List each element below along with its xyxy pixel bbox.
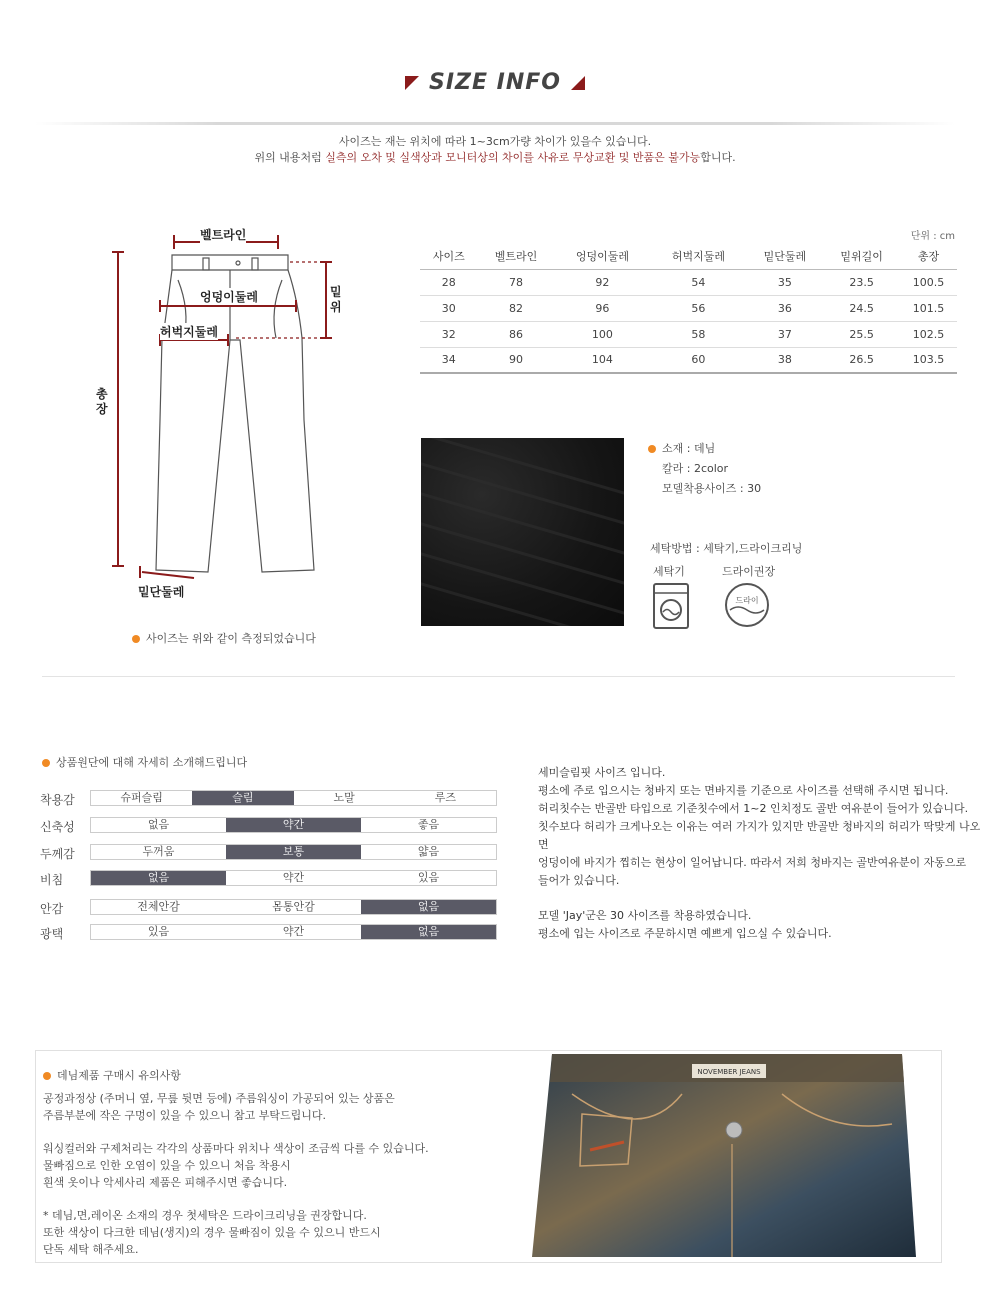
table-cell: 104 (554, 347, 650, 373)
table-header-row (420, 243, 957, 269)
attr-bar (90, 844, 497, 860)
table-cell: 78 (478, 269, 555, 295)
bullet-icon (648, 445, 656, 453)
table-header: 밑단둘레 (746, 243, 823, 269)
fabric-detail-title: 상품원단에 대해 자세히 소개해드립니다 (42, 754, 247, 770)
wash-method: 세탁방법 : 세탁기,드라이크리닝 (650, 542, 803, 555)
attr-option-selected: 없음 (361, 925, 496, 939)
table-header: 허벅지둘레 (650, 243, 746, 269)
attr-option-selected: 약간 (226, 818, 361, 832)
table-cell: 30 (420, 295, 478, 321)
attr-row-gloss (40, 924, 500, 940)
jeans-photo (532, 1054, 916, 1257)
table-cell: 26.5 (823, 347, 900, 373)
table-header: 벨트라인 (478, 243, 555, 269)
table-header: 밑위길이 (823, 243, 900, 269)
fabric-color: 칼라 : 2color (662, 462, 729, 475)
attr-row-thickness (40, 844, 500, 860)
pants-outline-icon (90, 220, 380, 630)
washing-machine-icon (652, 582, 690, 630)
attr-row-sheer (40, 870, 500, 886)
attr-option-selected: 없음 (361, 900, 496, 914)
table-header: 총장 (900, 243, 957, 269)
pants-diagram (90, 220, 380, 630)
label-hip: 엉덩이둘레 (200, 290, 258, 304)
attr-option: 있음 (147, 925, 170, 938)
triangle-left-icon (405, 76, 419, 90)
table-row (420, 269, 957, 295)
label-hem: 밑단둘레 (138, 585, 185, 599)
dry-clean-label: 드라이권장 (722, 565, 776, 578)
attr-option: 있음 (417, 871, 440, 884)
table-cell: 58 (650, 321, 746, 347)
wash-machine-label: 세탁기 (653, 565, 685, 578)
fabric-info (648, 439, 761, 499)
attr-option: 좋음 (417, 818, 440, 831)
attr-bar (90, 790, 497, 806)
attr-option: 약간 (282, 871, 305, 884)
attr-row-fit (40, 790, 500, 806)
table-cell: 103.5 (900, 347, 957, 373)
table-cell: 100 (554, 321, 650, 347)
fabric-texture-icon (421, 438, 624, 626)
table-cell: 92 (554, 269, 650, 295)
section-divider (42, 676, 955, 677)
bullet-icon (43, 1072, 51, 1080)
table-cell: 37 (746, 321, 823, 347)
attr-option: 몸통안감 (272, 900, 315, 913)
attr-row-lining (40, 899, 500, 915)
attr-option: 약간 (282, 925, 305, 938)
jeans-icon (532, 1054, 916, 1257)
notice-line-1: 사이즈는 재는 위치에 따라 1~3cm가량 차이가 있을수 있습니다. (338, 135, 652, 148)
diagram-note: 사이즈는 위와 같이 측정되었습니다 (132, 630, 316, 646)
size-notice (0, 134, 990, 166)
table-cell: 25.5 (823, 321, 900, 347)
table-cell: 90 (478, 347, 555, 373)
notice-highlight: 실측의 오차 및 실색상과 모니터상의 차이를 사유로 무상교환 및 반품은 불가능 (325, 151, 701, 164)
table-header: 사이즈 (420, 243, 478, 269)
table-cell: 36 (746, 295, 823, 321)
table-cell: 56 (650, 295, 746, 321)
attr-option-selected: 보통 (226, 845, 361, 859)
label-belt: 벨트라인 (200, 228, 247, 242)
attr-name: 신축성 (40, 820, 75, 834)
attr-name: 안감 (40, 902, 64, 916)
attr-name: 착용감 (40, 793, 75, 807)
table-cell: 86 (478, 321, 555, 347)
table-header: 엉덩이둘레 (554, 243, 650, 269)
fabric-material: 소재 : 데님 (662, 442, 716, 455)
attr-bar (90, 924, 497, 940)
table-row (420, 321, 957, 347)
size-table (420, 243, 957, 374)
attr-option-selected: 없음 (91, 871, 226, 885)
bullet-icon (132, 635, 140, 643)
table-cell: 102.5 (900, 321, 957, 347)
label-thigh: 허벅지둘레 (160, 325, 218, 339)
table-row (420, 295, 957, 321)
attr-name: 비침 (40, 873, 64, 887)
care-title: 데님제품 구매시 유의사항 (57, 1069, 181, 1082)
section-header (0, 70, 990, 110)
fabric-swatch-image (421, 438, 624, 626)
attr-option: 두꺼움 (142, 845, 175, 858)
attr-option: 루즈 (434, 791, 456, 804)
attr-bar (90, 817, 497, 833)
attr-bar (90, 899, 497, 915)
table-row (420, 347, 957, 373)
table-cell: 100.5 (900, 269, 957, 295)
model-description: 모델 'Jay'군은 30 사이즈를 착용하였습니다. 평소에 입는 사이즈로 주문하시면 예쁘게 입으실 수 있습니다. (538, 909, 832, 940)
notice-line-2: 위의 내용처럼 실측의 오차 및 실색상과 모니터상의 차이를 사유로 무상교환 및 반품은 불가능합니다. (254, 151, 736, 164)
table-cell: 24.5 (823, 295, 900, 321)
dry-clean-icon (724, 582, 770, 628)
page-title: SIZE INFO (429, 70, 561, 95)
table-cell: 34 (420, 347, 478, 373)
table-cell: 32 (420, 321, 478, 347)
attr-option: 노말 (333, 791, 355, 804)
triangle-right-icon (571, 76, 585, 90)
attr-option: 얇음 (417, 845, 440, 858)
attr-name: 광택 (40, 927, 64, 941)
header-divider (35, 122, 955, 125)
dry-clean-icon-text: 드라이 (735, 596, 759, 605)
unit-label: 단위 : cm (910, 231, 955, 242)
table-cell: 23.5 (823, 269, 900, 295)
attr-option: 슈퍼슬림 (120, 791, 163, 804)
fabric-model-size: 모델착용사이즈 : 30 (662, 482, 762, 495)
jeans-label-text: NOVEMBER JEANS (697, 1068, 761, 1076)
attr-option: 전체안감 (137, 900, 180, 913)
care-notes: 데님제품 구매시 유의사항 공정과정상 (주머니 옆, 무릎 뒷면 등에) 주름워싱이 가공되어 있는 상품은 주름부분에 작은 구멍이 있을 수 있으니 참고 부탁드립니다. 워싱컬러와 구제처리는 각각의 상품마다 위치나 색상이 조금씩 다를 수 있습니다. 물빠짐으로 인한 오염이 있을 수 있으니 처음 착용시 흰색 옷이나 악세사리 제품은 피해주시면 좋습니다. * 데님,면,레이온 소재의 경우 첫세탁은 드라이크리닝을 권장합니다. 또한 색상이 다크한 데님(생지)의 경우 물빠짐이 있을 수 있으니 반드시 단독 세탁 해주세요. (43, 1069, 429, 1256)
table-cell: 82 (478, 295, 555, 321)
fit-description: 세미슬림핏 사이즈 입니다. 평소에 주로 입으시는 청바지 또는 면바지를 기준으로 사이즈를 선택해 주시면 됩니다. 허리칫수는 반골반 타입으로 기준칫수에서 1~2 인치정도 골반 여유분이 들어가 있습니다. 칫수보다 허리가 크게나오는 이유는 여러 가지가 있지만 반골반 청바지의 허리가 딱맞게 나오면 엉덩이에 바지가 찝히는 현상이 일어납니다. 따라서 저희 청바지는 골반여유분이 자동으로 들어가 있습니다. (538, 766, 981, 887)
table-cell: 96 (554, 295, 650, 321)
table-cell: 54 (650, 269, 746, 295)
attr-row-stretch (40, 817, 500, 833)
attr-name: 두께감 (40, 847, 75, 861)
attr-option-selected: 슬림 (192, 791, 293, 805)
table-cell: 28 (420, 269, 478, 295)
table-cell: 101.5 (900, 295, 957, 321)
attr-option: 없음 (147, 818, 170, 831)
bullet-icon (42, 759, 50, 767)
table-cell: 35 (746, 269, 823, 295)
table-cell: 60 (650, 347, 746, 373)
label-rise: 밑 위 (330, 285, 342, 314)
table-cell: 38 (746, 347, 823, 373)
attr-bar (90, 870, 497, 886)
label-length: 총 장 (96, 387, 108, 416)
